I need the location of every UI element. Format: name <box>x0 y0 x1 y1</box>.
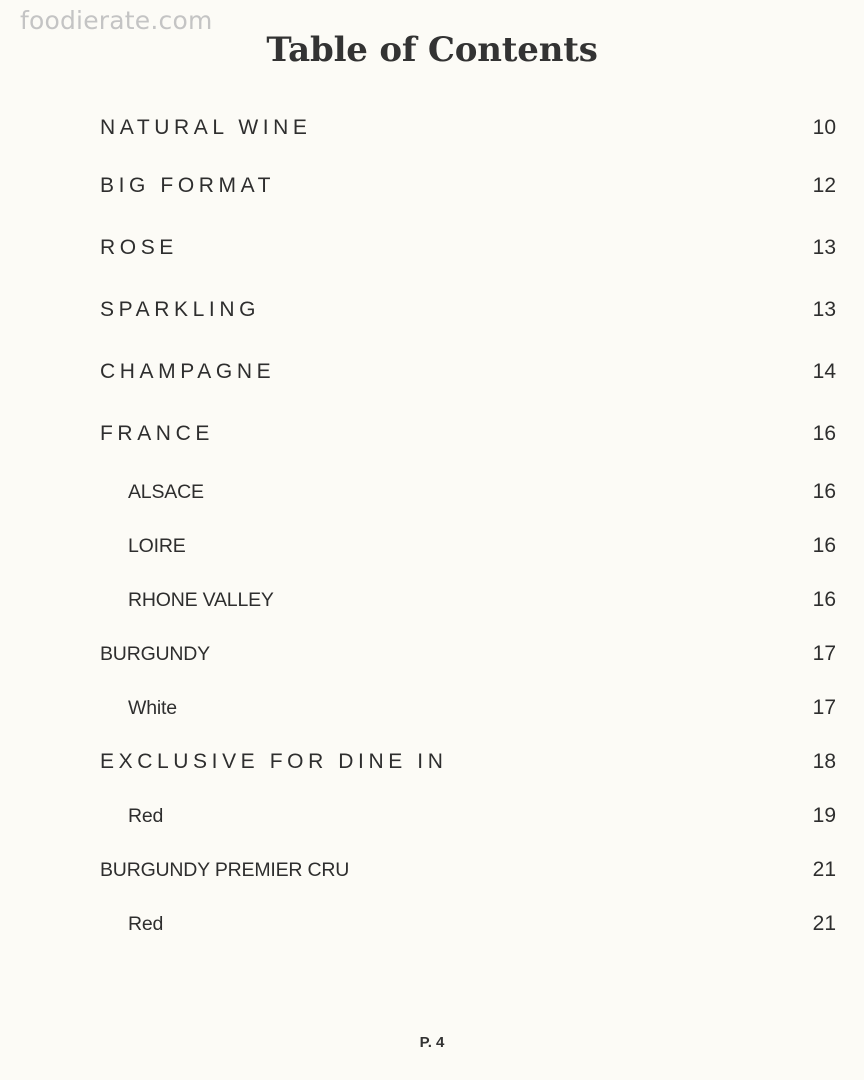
toc-entry-page-number: 21 <box>812 912 836 935</box>
toc-entry-label: SPARKLING <box>100 298 261 321</box>
toc-entry-burgundy-premier-cru[interactable] <box>100 854 836 886</box>
toc-entry-page-number: 14 <box>812 360 836 383</box>
toc-entry-label: FRANCE <box>100 422 214 445</box>
toc-entry-label: CHAMPAGNE <box>100 360 276 383</box>
toc-entry-label: Red <box>128 913 164 935</box>
toc-entry-premier-cru-red[interactable] <box>100 908 836 940</box>
toc-entry-burgundy[interactable] <box>100 638 836 670</box>
toc-entry-label: LOIRE <box>128 535 186 557</box>
toc-entry-rhone-valley[interactable] <box>100 584 836 616</box>
page-number-footer: P. 4 <box>419 1034 445 1051</box>
toc-entry-page-number: 21 <box>812 858 836 881</box>
toc-entry-page-number: 17 <box>812 696 836 719</box>
toc-entry-label: BIG FORMAT <box>100 174 276 197</box>
toc-entry-page-number: 13 <box>812 298 836 321</box>
toc-entry-page-number: 16 <box>812 534 836 557</box>
toc-entry-burgundy-white[interactable] <box>100 692 836 724</box>
toc-entry-big-format[interactable] <box>100 170 836 202</box>
toc-entry-label: RHONE VALLEY <box>128 589 274 611</box>
toc-entry-page-number: 16 <box>812 480 836 503</box>
toc-entry-page-number: 17 <box>812 642 836 665</box>
toc-entry-natural-wine[interactable] <box>100 112 836 144</box>
toc-entry-label: EXCLUSIVE FOR DINE IN <box>100 750 448 773</box>
toc-entry-page-number: 18 <box>812 750 836 773</box>
toc-entry-rose[interactable] <box>100 232 836 264</box>
toc-entry-page-number: 12 <box>812 174 836 197</box>
toc-entry-label: BURGUNDY <box>100 643 210 665</box>
toc-entry-page-number: 16 <box>812 588 836 611</box>
toc-entry-label: Red <box>128 805 164 827</box>
toc-entry-page-number: 13 <box>812 236 836 259</box>
toc-entry-label: ROSE <box>100 236 178 259</box>
watermark: foodierate.com <box>20 6 213 35</box>
toc-entry-label: ALSACE <box>128 481 204 503</box>
toc-entry-page-number: 10 <box>812 116 836 139</box>
toc-entry-champagne[interactable] <box>100 356 836 388</box>
toc-entry-loire[interactable] <box>100 530 836 562</box>
toc-entry-alsace[interactable] <box>100 476 836 508</box>
toc-entry-sparkling[interactable] <box>100 294 836 326</box>
toc-entry-label: BURGUNDY PREMIER CRU <box>100 859 350 881</box>
toc-entry-label: White <box>128 697 177 719</box>
toc-entry-dine-in-red[interactable] <box>100 800 836 832</box>
toc-entry-page-number: 19 <box>812 804 836 827</box>
page-title: Table of Contents <box>266 30 598 70</box>
toc-entry-exclusive-for-dine-in[interactable] <box>100 746 836 778</box>
toc-entry-france[interactable] <box>100 418 836 450</box>
toc-entry-label: NATURAL WINE <box>100 116 312 139</box>
toc-entry-page-number: 16 <box>812 422 836 445</box>
